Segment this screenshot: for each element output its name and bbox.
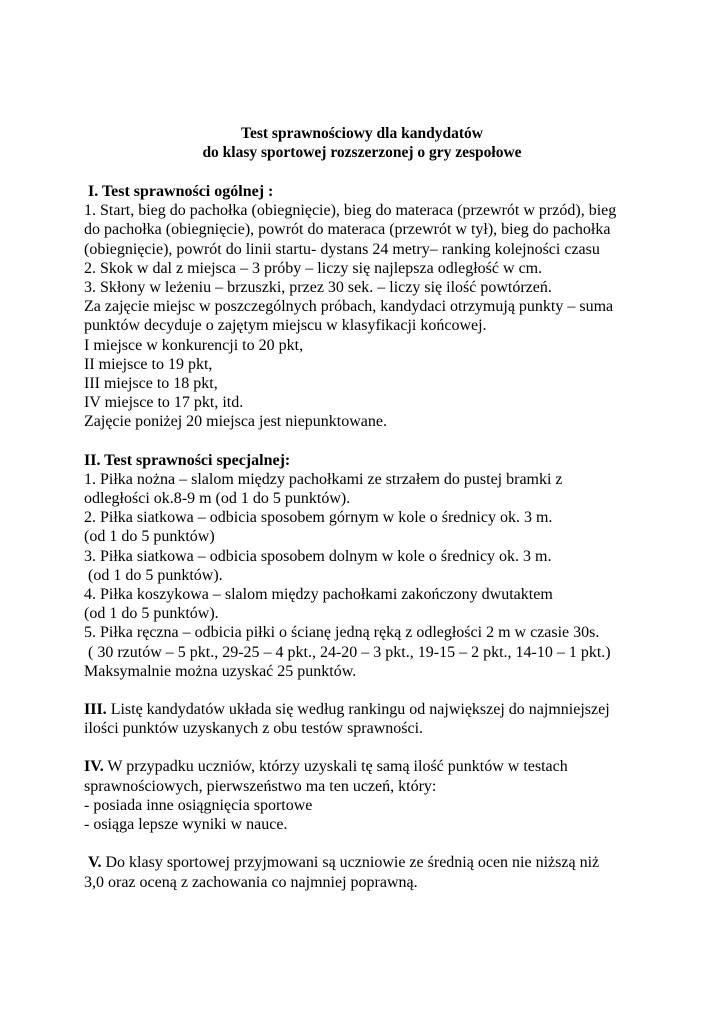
section-4-line: - posiada inne osiągnięcia sportowe [84,796,313,814]
section-2-line: ( 30 rzutów – 5 pkt., 29-25 – 4 pkt., 24-20 – 3 pkt., 19-15 – 2 pkt., 14-10 – 1 pkt.) [84,643,611,661]
section-2-line: 1. Piłka nożna – slalom między pachołkami ze strzałem do pustej bramki z [84,470,563,488]
section-4-number: IV. [84,758,104,776]
section-1-line: 1. Start, bieg do pachołka (obiegnięcie), bieg do materaca (przewrót w przód), bieg [84,202,617,220]
title-line-1: Test sprawnościowy dla kandydatów [241,125,483,142]
section-2-line: 4. Piłka koszykowa – slalom między pachołkami zakończony dwutaktem [84,586,553,604]
paragraph-gap [84,432,664,451]
section-2-line: 3. Piłka siatkowa – odbicia sposobem dolnym w kole o średnicy ok. 3 m. [84,547,552,565]
paragraph-gap [84,834,664,853]
section-1-line: punktów decyduje o zajętym miejscu w klasyfikacji końcowej. [84,317,487,335]
section-1-line: II miejsce to 19 pkt, [84,355,213,373]
section-1-line: Zajęcie poniżej 20 miejsca jest niepunktowane. [84,413,387,431]
section-4-line: sprawnościowych, pierwszeństwo ma ten uczeń, który: [84,777,437,795]
section-3-text: Listę kandydatów układa się według rankingu od największej do najmniejszej [106,701,610,719]
document-body [84,182,664,892]
section-4-line-1 [84,757,664,776]
section-1-line: 3. Skłony w leżeniu – brzuszki, przez 30 sek. – liczy się ilość powtórzeń. [84,279,552,297]
title-line-2: do klasy sportowej rozszerzonej o gry zespołowe [202,144,522,161]
document-title [0,124,724,162]
section-2-line: 2. Piłka siatkowa – odbicia sposobem górnym w kole o średnicy ok. 3 m. [84,509,553,527]
section-2-line: odległości ok.8-9 m (od 1 do 5 punktów). [84,490,351,508]
section-3-number: III. [84,701,107,719]
section-2-line: (od 1 do 5 punktów). [84,605,219,623]
paragraph-gap [84,681,664,700]
section-2-line: (od 1 do 5 punktów). [84,566,223,584]
section-1-line: Za zajęcie miejsc w poszczególnych próbach, kandydaci otrzymują punkty – suma [84,298,614,316]
section-5-line-1 [84,853,664,872]
section-1-line: do pachołka (obiegnięcie), powrót do materaca (przewrót w tył), bieg do pachołka [84,221,611,239]
paragraph-gap [84,738,664,757]
section-1-line: III miejsce to 18 pkt, [84,375,218,393]
section-3-line-1 [84,700,664,719]
section-2-line: (od 1 do 5 punktów) [84,528,215,546]
section-5-line-2: 3,0 oraz oceną z zachowania co najmniej poprawną. [84,873,418,891]
section-4-text: W przypadku uczniów, którzy uzyskali tę samą ilość punktów w testach [103,758,568,776]
section-4-line: - osiąga lepsze wyniki w nauce. [84,816,288,834]
section-1-line: 2. Skok w dal z miejsca – 3 próby – liczy się najlepsza odległość w cm. [84,259,543,277]
section-1-line: IV miejsce to 17 pkt, itd. [84,394,244,412]
section-5-number: V. [88,854,102,872]
section-1-line: I miejsce w konkurencji to 20 pkt, [84,336,304,354]
section-2-heading: II. Test sprawności specjalnej: [84,451,291,469]
section-1-line: (obiegnięcie), powrót do linii startu- dystans 24 metry– ranking kolejności czasu [84,240,600,258]
section-1-heading: I. Test sprawności ogólnej : [88,183,274,200]
section-3-line-2: ilości punktów uzyskanych z obu testów sprawności. [84,720,424,738]
section-2-line: Maksymalnie można uzyskać 25 punktów. [84,662,357,680]
section-5-text: Do klasy sportowej przyjmowani są uczniowie ze średnią ocen nie niższą niż [101,854,600,872]
section-2-line: 5. Piłka ręczna – odbicia piłki o ścianę jedną ręką z odległości 2 m w czasie 30s. [84,624,600,642]
